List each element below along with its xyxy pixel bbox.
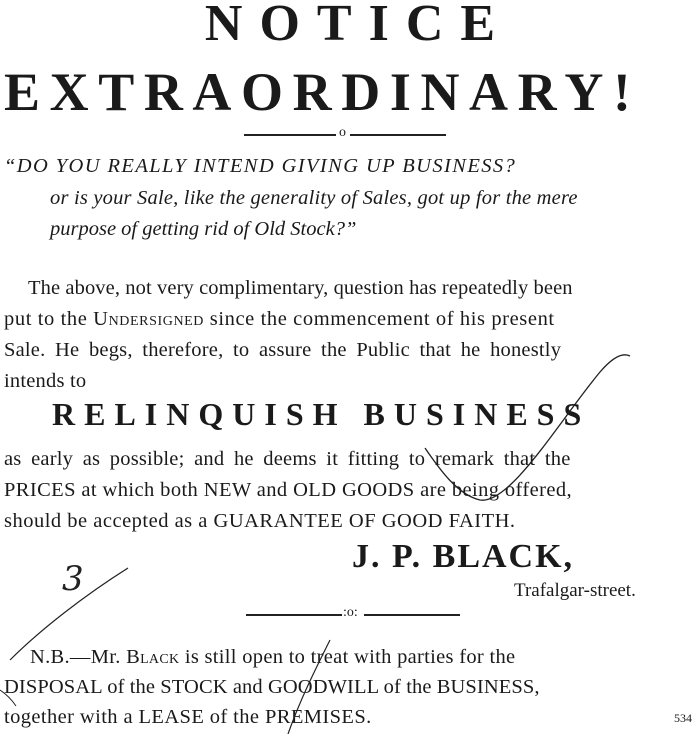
page-number: 534 bbox=[674, 711, 692, 725]
page-title-line1: NOTICE bbox=[204, 0, 513, 52]
divider-ornament: :o: bbox=[343, 605, 358, 620]
nb-line: together with a LEASE of the PREMISES. bbox=[4, 706, 372, 728]
signature-name: J. P. BLACK, bbox=[352, 538, 575, 575]
signature-address: Trafalgar-street. bbox=[514, 580, 636, 601]
page-title-line2: EXTRAORDINARY! bbox=[4, 62, 641, 122]
divider-ornament: o bbox=[339, 125, 346, 140]
paragraph-line: Sale. He begs, therefore, to assure the Public that he honestly bbox=[4, 339, 562, 361]
divider-rule-left bbox=[244, 134, 336, 136]
quote-line-1: “DO YOU REALLY INTEND GIVING UP BUSINESS? bbox=[4, 155, 517, 177]
nb-line: DISPOSAL of the STOCK and GOODWILL of the BUSINESS, bbox=[4, 676, 540, 698]
divider-rule-left bbox=[246, 614, 342, 616]
paragraph-line: as early as possible; and he deems it fitting to remark that the bbox=[4, 448, 571, 470]
divider-rule-right bbox=[364, 614, 460, 616]
quote-line-3: purpose of getting rid of Old Stock?” bbox=[50, 218, 357, 240]
paragraph-line bbox=[4, 304, 555, 334]
divider-rule-right bbox=[350, 134, 446, 136]
paragraph-line: should be accepted as a GUARANTEE OF GOOD FAITH. bbox=[4, 510, 516, 532]
text-run: is still open to treat with parties for the bbox=[179, 646, 516, 668]
nb-line bbox=[30, 642, 515, 672]
headline: RELINQUISH BUSINESS bbox=[52, 396, 591, 432]
paragraph-line: PRICES at which both NEW and OLD GOODS are being offered, bbox=[4, 479, 573, 501]
text-run: since the commencement of his present bbox=[204, 308, 555, 330]
undersigned-text: Undersigned bbox=[93, 308, 205, 330]
text-run: N.B.—Mr. bbox=[30, 646, 127, 668]
paragraph-line: The above, not very complimentary, question has repeatedly been bbox=[28, 277, 573, 299]
paragraph-line: intends to bbox=[4, 370, 87, 392]
handwritten-number: 3 bbox=[62, 559, 84, 599]
text-run: put to the bbox=[4, 308, 94, 330]
black-name-text: Black bbox=[126, 646, 180, 668]
quote-line-2: or is your Sale, like the generality of Sales, got up for the mere bbox=[50, 187, 578, 209]
